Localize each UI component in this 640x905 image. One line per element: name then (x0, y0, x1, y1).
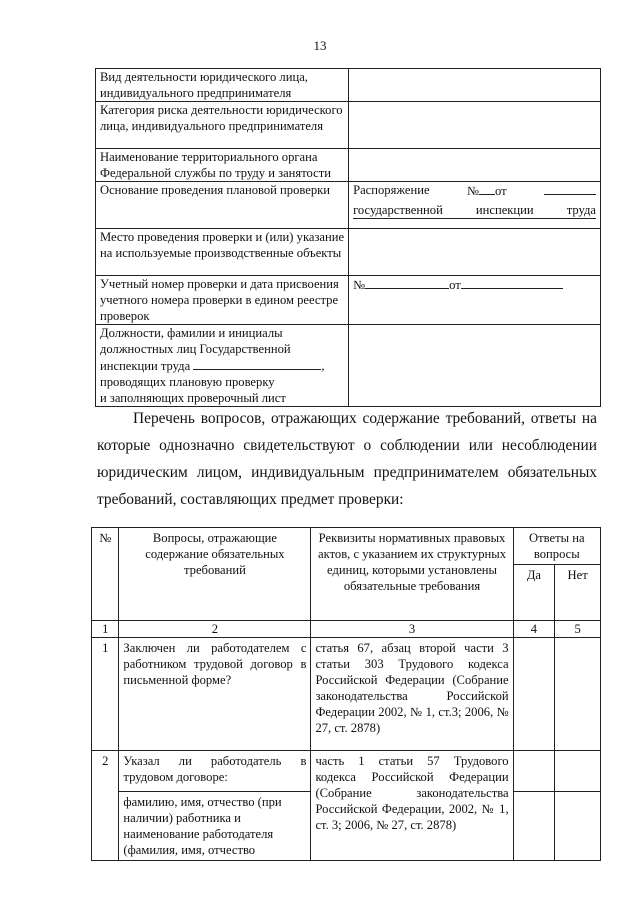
info-value (349, 149, 601, 182)
requirements-table (91, 527, 601, 861)
header-answers: Ответы на вопросы (513, 528, 600, 565)
header-questions: Вопросы, отражающие содержание обязательных требований (119, 528, 311, 621)
header-requisites: Реквизиты нормативных правовых актов, с указанием их структурных единиц, которыми установлены обязательные требования (311, 528, 513, 621)
blank-line (479, 182, 495, 195)
info-row-officials (96, 325, 601, 407)
header-num: № (92, 528, 119, 621)
info-value (349, 325, 601, 407)
info-value (349, 69, 601, 102)
info-label: Категория риска деятельности юридического лица, индивидуального предпринимателя (96, 102, 349, 149)
page-number: 13 (313, 38, 327, 53)
blank-line (544, 182, 596, 195)
inspection-info-table (95, 68, 601, 407)
basis-line-2: государственной инспекции труда (353, 203, 596, 217)
intro-paragraph: Перечень вопросов, отражающих содержание требований, ответы на которые однозначно свидетельствуют о соблюдении или несоблюдении юридическим лицом, индивидуальным предпринимателем обязательных требований, составляющих предмет проверки: (97, 410, 597, 508)
row-requisites: статья 67, абзац второй части 3 статьи 303 Трудового кодекса Российской Федерации (Собрание законодательства Российской Федерации 2002, № 1, ст.3; 2006, № 27, ст. 2878) (311, 638, 513, 751)
table-header-row (92, 528, 601, 565)
table-row (92, 638, 601, 751)
blank-line (193, 357, 321, 370)
officials-label: Должности, фамилии и инициалы должностных лиц Государственной инспекции труда , проводящих плановую проверку и заполняющих проверочный лист (96, 325, 349, 407)
info-label: Вид деятельности юридического лица, индивидуального предпринимателя (96, 69, 349, 102)
answer-no-cell[interactable] (555, 751, 601, 792)
info-label: Место проведения проверки и (или) указание на используемые производственные объекты (96, 229, 349, 276)
header-no: Нет (555, 565, 601, 621)
row-number: 2 (92, 751, 119, 861)
info-value (349, 229, 601, 276)
row-requisites: часть 1 статьи 57 Трудового кодекса Российской Федерации (Собрание законодательства Российской Федерации, 2002, № 1, ст. 3; 2006, № 27, ст. 2878) (311, 751, 513, 861)
column-index-row: 1 2 3 4 5 (92, 621, 601, 638)
blank-line (365, 276, 449, 289)
row-question: Указал ли работодатель в трудовом договоре: (119, 751, 311, 792)
table-row (92, 751, 601, 792)
info-value (349, 102, 601, 149)
info-row-territorial-body (96, 149, 601, 182)
answer-no-cell[interactable] (555, 792, 601, 861)
answer-yes-cell[interactable] (513, 638, 555, 751)
info-label: Наименование территориального органа Федеральной службы по труду и занятости (96, 149, 349, 182)
blank-line (461, 276, 563, 289)
info-row-record-number (96, 276, 601, 325)
row-sub-question: фамилию, имя, отчество (при наличии) работника и наименование работодателя (фамилия, имя, отчество (119, 792, 311, 861)
row-question: Заключен ли работодателем с работником трудовой договор в письменной форме? (119, 638, 311, 751)
info-row-activity (96, 69, 601, 102)
record-number-value: № от (349, 276, 601, 325)
row-number: 1 (92, 638, 119, 751)
header-yes: Да (513, 565, 555, 621)
answer-no-cell[interactable] (555, 638, 601, 751)
info-label: Учетный номер проверки и дата присвоения учетного номера проверки в едином реестре проверок (96, 276, 349, 325)
inspection-basis-value (349, 182, 601, 229)
info-row-risk-category (96, 102, 601, 149)
info-row-location (96, 229, 601, 276)
info-row-inspection-basis (96, 182, 601, 229)
basis-line-1 (353, 182, 596, 199)
answer-yes-cell[interactable] (513, 792, 555, 861)
answer-yes-cell[interactable] (513, 751, 555, 792)
info-label: Основание проведения плановой проверки (96, 182, 349, 229)
basis-word-order: Распоряжение (353, 183, 430, 197)
basis-number: № от (466, 184, 507, 198)
